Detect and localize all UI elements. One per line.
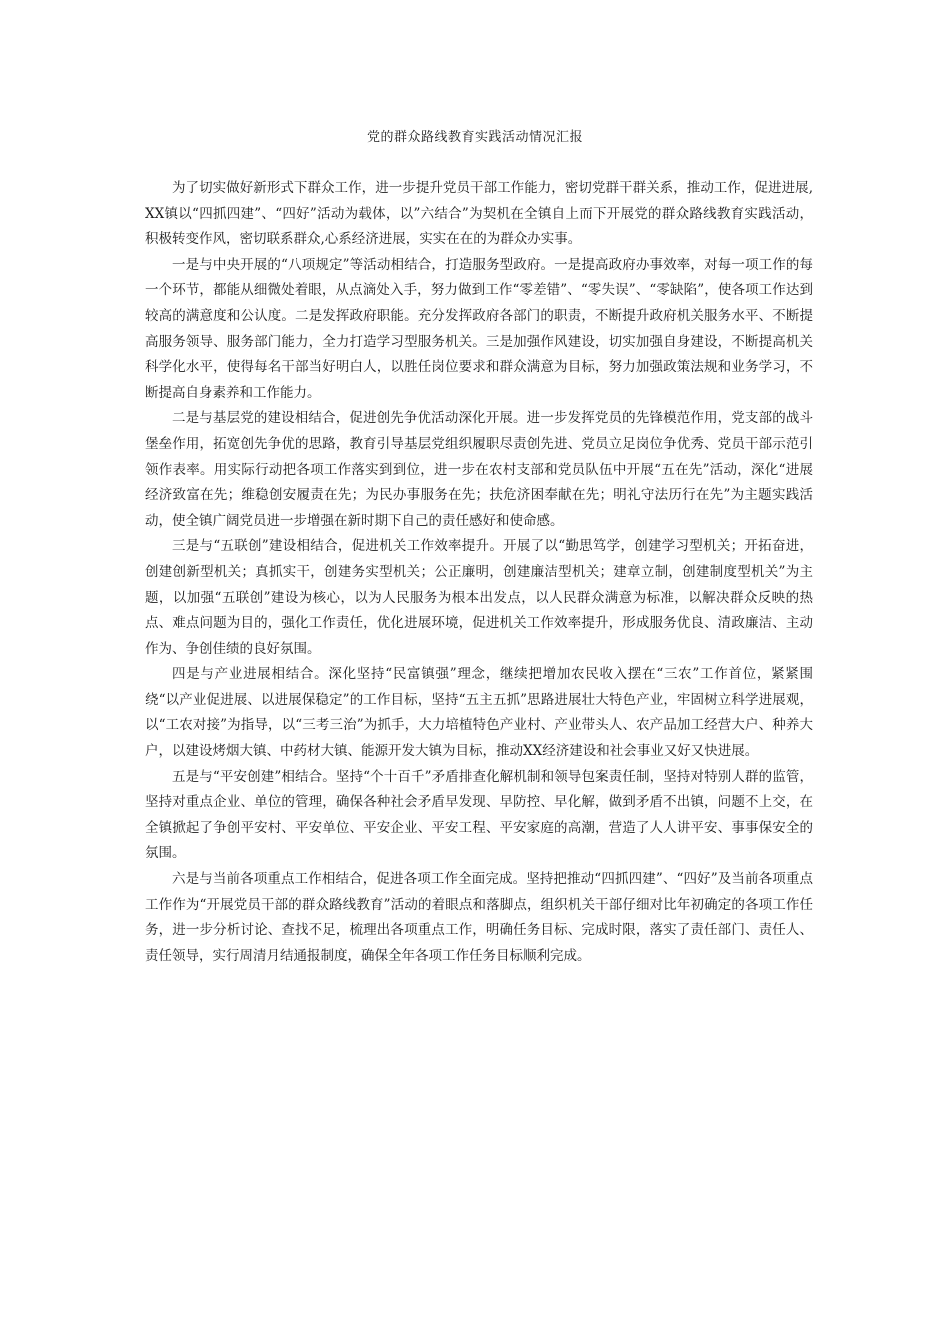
paragraph-point-3: 三是与“五联创”建设相结合，促进机关工作效率提升。开展了以“勤思笃学，创建学习型机关；开拓奋进，创建创新型机关；真抓实干，创建务实型机关；公正廉明，创建廉洁型机关；建章立制，创建制度型机关”为主题，以加强“五联创”建设为核心，以为人民服务为根本出发点，以人民群众满意为标准，以解决群众反映的热点、难点问题为目的，强化工作责任，优化进展环境，促进机关工作效率提升，形成服务优良、清政廉洁、主动作为、争创佳绩的良好氛围。 (145, 538, 813, 657)
paragraph-point-4: 四是与产业进展相结合。深化坚持“民富镇强”理念，继续把增加农民收入摆在“三农”工作首位，紧紧围绕“以产业促进展、以进展保稳定”的工作目标，坚持“五主五抓”思路进展壮大特色产业，牢固树立科学进展观，以“工农对接”为指导，以“三考三治”为抓手，大力培植特色产业村、产业带头人、农产品加工经营大户、种养大户，以建设烤烟大镇、中药材大镇、能源开发大镇为目标，推动XX经济建设和社会事业又好又快进展。 (145, 666, 813, 760)
paragraph-point-2: 二是与基层党的建设相结合，促进创先争优活动深化开展。进一步发挥党员的先锋模范作用，党支部的战斗堡垒作用，拓宽创先争优的思路，教育引导基层党组织履职尽责创先进、党员立足岗位争优秀、党员干部示范引领作表率。用实际行动把各项工作落实到到位，进一步在农村支部和党员队伍中开展“五在先”活动，深化“进展经济致富在先；维稳创安履责在先；为民办事服务在先；扶危济困奉献在先；明礼守法历行在先”为主题实践活动，使全镇广阔党员进一步增强在新时期下自己的责任感好和使命感。 (145, 410, 813, 529)
paragraph-intro: 为了切实做好新形式下群众工作，进一步提升党员干部工作能力，密切党群干群关系，推动工作，促进进展,XX镇以“四抓四建”、“四好”活动为载体，以”六结合”为契机在全镇自上而下开展党的群众路线教育实践活动，积极转变作风，密切联系群众,心系经济进展，实实在在的为群众办实事。 (145, 180, 813, 248)
paragraph-point-1: 一是与中央开展的“八项规定”等活动相结合，打造服务型政府。一是提高政府办事效率，对每一项工作的每一个环节，都能从细微处着眼，从点滴处入手，努力做到工作“零差错”、“零失误”、“零缺陷”，使各项工作达到较高的满意度和公认度。二是发挥政府职能。充分发挥政府各部门的职责，不断提升政府机关服务水平、不断提高服务领导、服务部门能力，全力打造学习型服务机关。三是加强作风建设，切实加强自身建设，不断提高机关科学化水平，使得每名干部当好明白人，以胜任岗位要求和群众满意为目标，努力加强政策法规和业务学习，不断提高自身素养和工作能力。 (145, 256, 813, 401)
paragraph-point-5: 五是与“平安创建”相结合。坚持“个十百千”矛盾排查化解机制和领导包案责任制，坚持对特别人群的监管，坚持对重点企业、单位的管理，确保各种社会矛盾早发现、早防控、早化解，做到矛盾不出镇，问题不上交，在全镇掀起了争创平安村、平安单位、平安企业、平安工程、平安家庭的高潮，营造了人人讲平安、事事保安全的氛围。 (145, 768, 813, 862)
paragraph-point-6: 六是与当前各项重点工作相结合，促进各项工作全面完成。坚持把推动“四抓四建”、“四好”及当前各项重点工作作为“开展党员干部的群众路线教育”活动的着眼点和落脚点，组织机关干部仔细对比年初确定的各项工作任务，进一步分析讨论、查找不足，梳理出各项重点工作，明确任务目标、完成时限，落实了责任部门、责任人、责任领导，实行周清月结通报制度，确保全年各项工作任务目标顺利完成。 (145, 871, 813, 964)
document-body (145, 176, 813, 969)
document-title: 党的群众路线教育实践活动情况汇报 (366, 130, 583, 145)
